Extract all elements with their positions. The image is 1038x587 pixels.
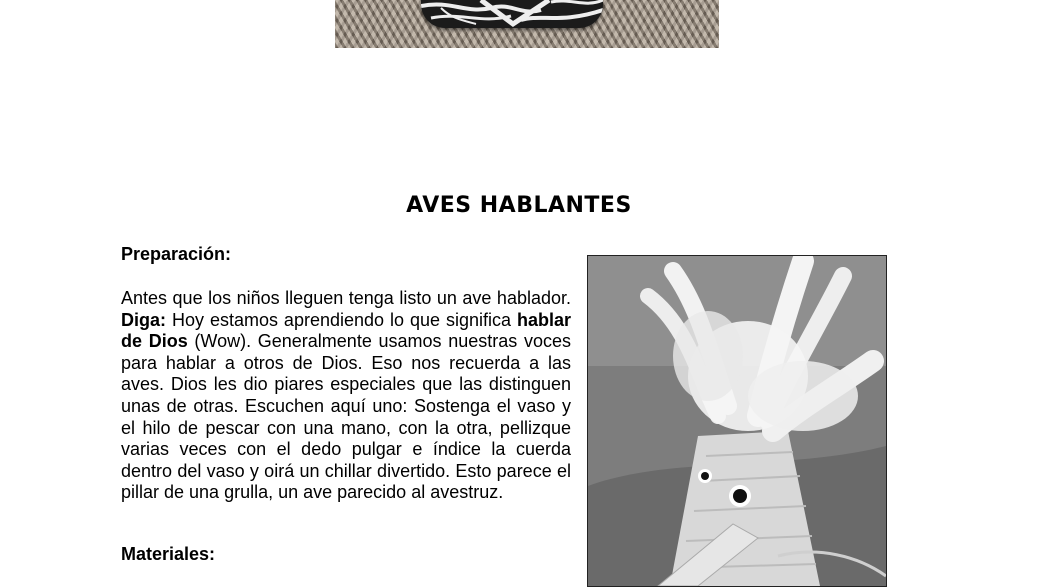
paragraph-run: Antes que los niños lleguen tenga listo un ave hablador.	[121, 288, 571, 308]
zebra-print-pad	[421, 0, 603, 28]
zebra-stripes-graphic	[421, 0, 603, 28]
preparation-paragraph	[121, 288, 571, 504]
paragraph-run-bold: Diga:	[121, 309, 166, 330]
paragraph-run-bold: hablar de Dios	[121, 309, 571, 352]
paragraph-run: Hoy estamos aprendiendo lo que significa	[166, 309, 517, 330]
zebra-coaster-photo	[335, 0, 719, 48]
talking-bird-cup-photo	[587, 255, 887, 587]
preparation-heading: Preparación:	[121, 244, 232, 264]
paragraph-run: (Wow). Generalmente usamos nuestras voces para hablar a otros de Dios. Eso nos recuerda a las aves. Dios les dio piares especiales que las distinguen unas de otras. Escuchen aquí uno: Sostenga el vaso y el hilo de pescar con una mano, con la otra, pellizque varias veces con el dedo pulgar e índice la cuerda dentro del vaso y oirá un chillar divertido. Esto parece el pillar de una grulla, un ave parecido al avestruz.	[121, 331, 572, 503]
page-title: AVES HABLANTES	[406, 193, 632, 218]
materials-heading: Materiales:	[121, 544, 216, 564]
bird-cup-illustration	[588, 256, 886, 586]
